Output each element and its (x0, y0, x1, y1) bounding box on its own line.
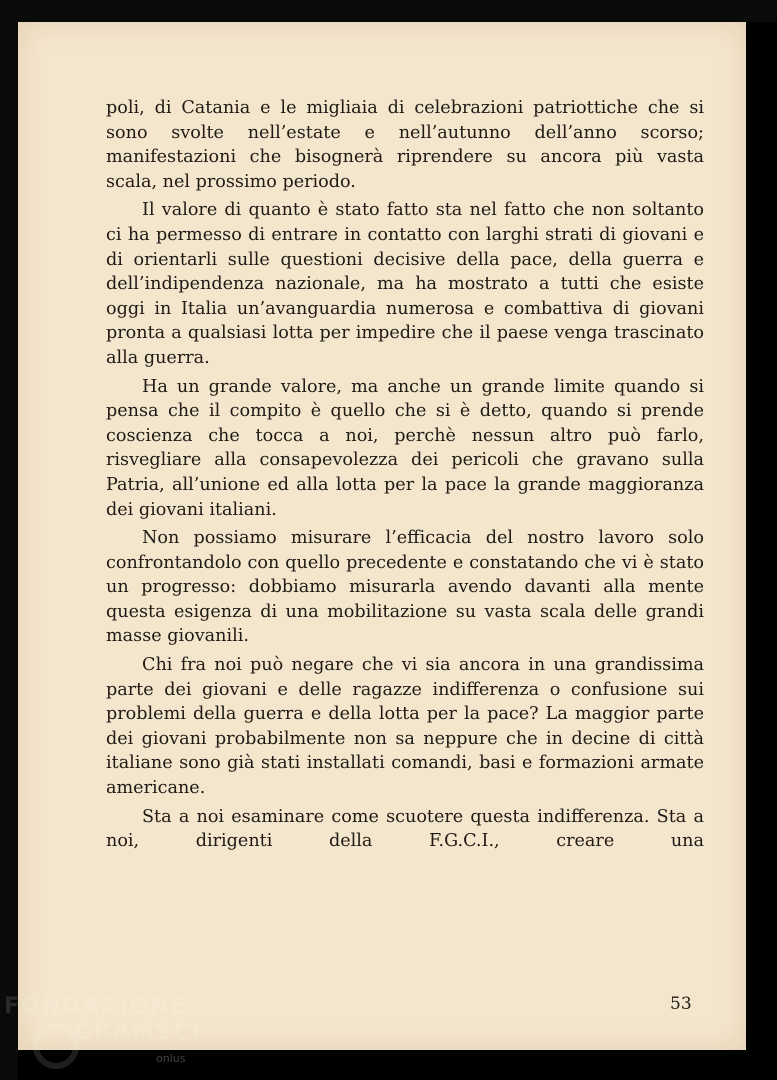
paragraph-5: Chi fra noi può negare che vi sia ancora in una grandissima parte dei giovani e delle ragazze indifferenza o confusione sui problemi della guerra e della lotta per la pace? La maggior parte dei giovani probabilmente non sa neppure che in decine di città italiane sono già stati installati comandi, basi e formazioni armate americane. (106, 655, 704, 799)
paragraph-1: poli, di Catania e le migliaia di celebrazioni patriottiche che si sono svolte nell’estate e nell’autunno dell’anno scorso; manifestazioni che bisognerà riprendere su ancora più vasta scala, nel prossimo periodo. (106, 98, 704, 192)
paragraph-4: Non possiamo misurare l’efficacia del nostro lavoro solo confrontandolo con quello precedente e constatando che vi è stato un progresso: dobbiamo misurarla avendo davanti alla mente questa esigenza di una mobilitazione su vasta scala delle grandi masse giovanili. (106, 528, 704, 647)
paragraph-3: Ha un grande valore, ma anche un grande limite quando si pensa che il compito è quello che si è detto, quando si prende coscienza che tocca a noi, perchè nessun altro può farlo, risvegliare alla consapevolezza dei pericoli che gravano sulla Patria, all’unione ed alla lotta per la pace la grande maggioranza dei giovani italiani. (106, 376, 704, 520)
watermark-line-3: onlus (156, 1052, 186, 1065)
paragraph-2: Il valore di quanto è stato fatto sta nel fatto che non soltanto ci ha permesso di entrare in contatto con larghi strati di giovani e di orientarli sulle questioni decisive della pace, della guerra e dell’indipendenza nazionale, ma ha mostrato a tutti che esiste oggi in Italia un’avanguardia numerosa e combattiva di giovani pronta a qualsiasi lotta per impedire che il paese venga trascinato alla guerra. (106, 200, 704, 368)
paragraph-6: Sta a noi esaminare come scuotere questa indifferenza. Sta a noi, dirigenti della F.G.C.I., creare una (106, 806, 704, 852)
watermark-line-2: GRAMSCI (74, 1020, 203, 1045)
watermark (4, 994, 202, 1046)
book-page (18, 22, 746, 1050)
scan-border-top (0, 0, 777, 22)
watermark-line-1: FONDAZIONE (4, 994, 188, 1019)
body-text (106, 96, 704, 854)
scan-border-left (0, 0, 18, 1080)
page-number: 53 (670, 994, 692, 1014)
